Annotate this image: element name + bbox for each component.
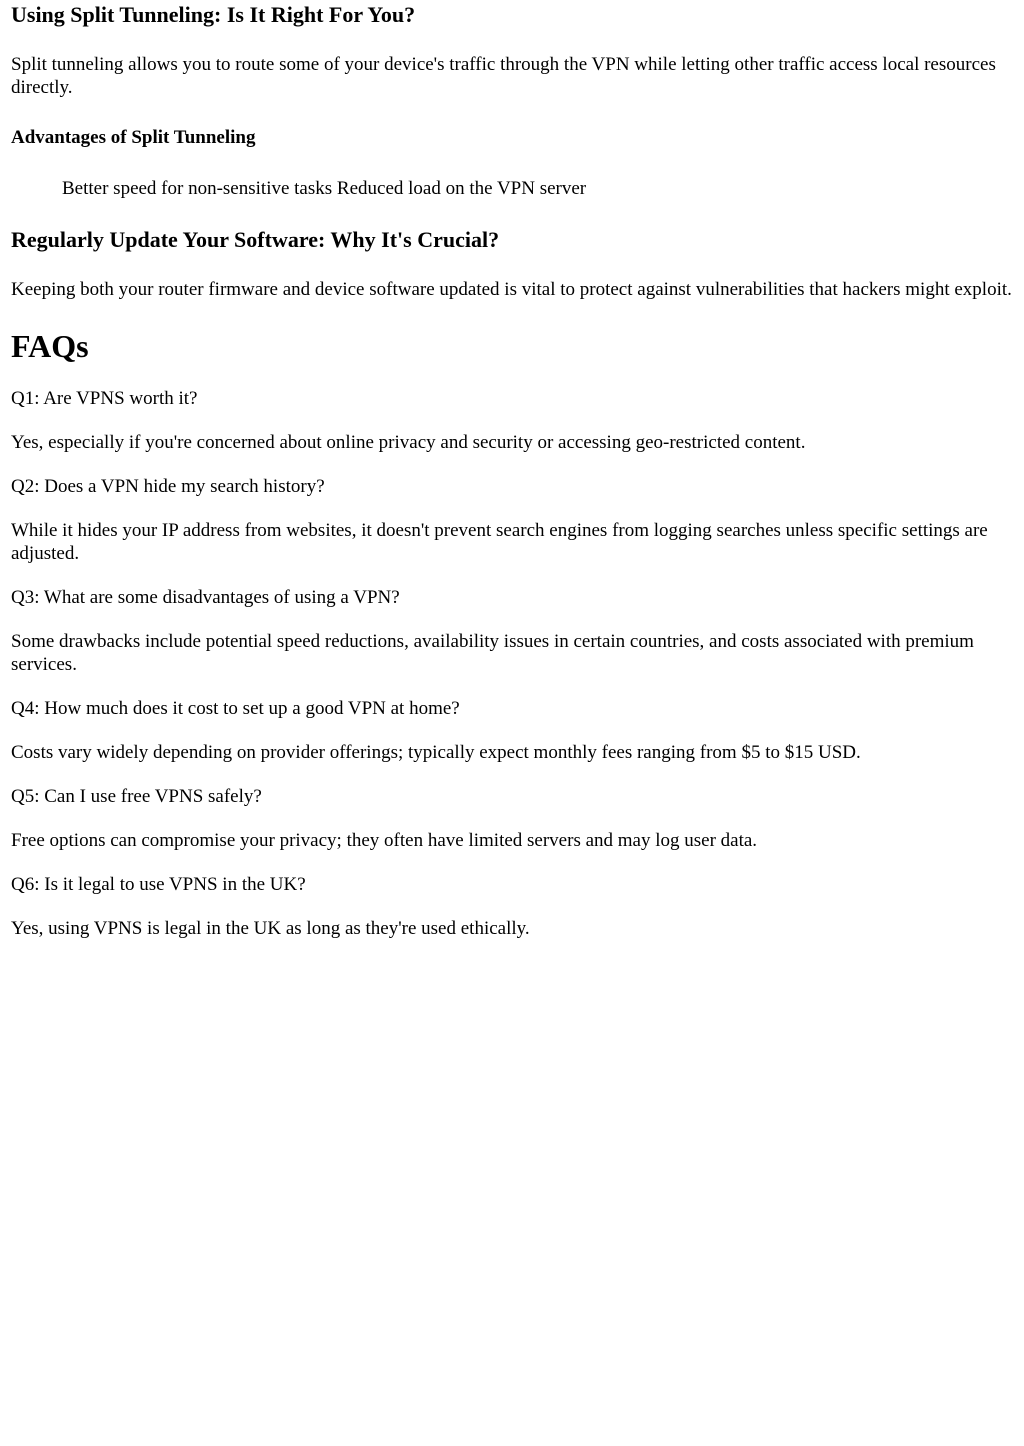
- faq-question: Q5: Can I use free VPNS safely?: [11, 786, 262, 807]
- faq-answer: Some drawbacks include potential speed reductions, availability issues in certain countries, and costs associated with premium services.: [11, 631, 974, 675]
- faq-question: Q3: What are some disadvantages of using a VPN?: [11, 587, 400, 608]
- update-software-paragraph: Keeping both your router firmware and device software updated is vital to protect against vulnerabilities that hackers might exploit.: [11, 279, 1012, 300]
- faq-answer: Costs vary widely depending on provider offerings; typically expect monthly fees ranging from $5 to $15 USD.: [11, 742, 861, 763]
- faq-answer: Yes, especially if you're concerned about online privacy and security or accessing geo-restricted content.: [11, 432, 806, 453]
- faq-question: Q1: Are VPNS worth it?: [11, 388, 198, 409]
- faqs-heading: FAQs: [11, 328, 89, 364]
- faq-answer: While it hides your IP address from websites, it doesn't prevent search engines from logging searches unless specific settings are adjusted.: [11, 520, 988, 564]
- list-item: Reduced load on the VPN server: [336, 178, 587, 199]
- split-tunneling-paragraph: Split tunneling allows you to route some of your device's traffic through the VPN while letting other traffic access local resources directly.: [11, 54, 996, 98]
- faq-question: Q6: Is it legal to use VPNS in the UK?: [11, 874, 306, 895]
- faq-answer: Free options can compromise your privacy; they often have limited servers and may log user data.: [11, 830, 758, 851]
- update-software-heading: Regularly Update Your Software: Why It's Crucial?: [11, 227, 500, 252]
- advantages-heading: Advantages of Split Tunneling: [11, 127, 256, 148]
- faq-list: [11, 387, 1013, 940]
- faq-question: Q4: How much does it cost to set up a good VPN at home?: [11, 698, 460, 719]
- advantages-list: [11, 177, 1013, 200]
- list-item: Better speed for non-sensitive tasks: [62, 178, 333, 199]
- faq-answer: Yes, using VPNS is legal in the UK as long as they're used ethically.: [11, 918, 530, 939]
- split-tunneling-heading: Using Split Tunneling: Is It Right For You?: [11, 2, 416, 27]
- faq-question: Q2: Does a VPN hide my search history?: [11, 476, 325, 497]
